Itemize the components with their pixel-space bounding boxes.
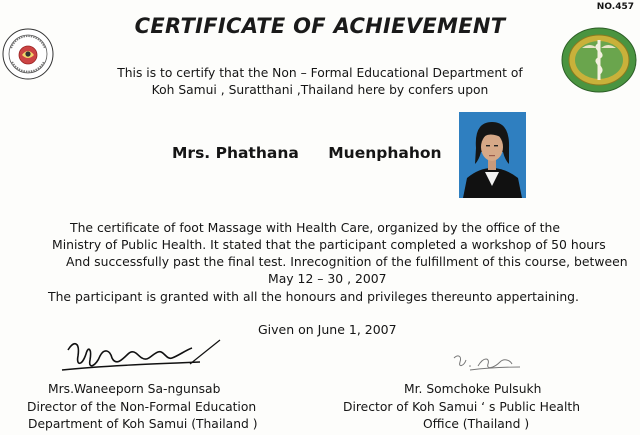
certificate-number: NO.457 — [596, 2, 634, 12]
signatory-1-name: Mrs.Waneeporn Sa-ngunsab — [48, 382, 221, 396]
body-line-3: And successfully past the final test. Inrecognition of the fulfillment of this course, between — [66, 254, 628, 269]
signatory-1-title-line-2: Department of Koh Samui (Thailand ) — [28, 417, 258, 431]
recipient-first-name: Mrs. Phathana — [172, 144, 299, 162]
recipient-name — [172, 144, 442, 162]
given-date: Given on June 1, 2007 — [258, 322, 397, 337]
recipient-portrait-photo — [459, 112, 526, 198]
signatory-2-name: Mr. Somchoke Pulsukh — [404, 382, 542, 396]
intro-line-1: This is to certify that the Non – Formal Educational Department of — [117, 66, 523, 80]
body-line-2: Ministry of Public Health. It stated that the participant completed a workshop of 50 hours — [52, 237, 606, 252]
body-line-1: The certificate of foot Massage with Health Care, organized by the office of the — [70, 220, 560, 235]
signatory-1-title-line-1: Director of the Non-Formal Education — [27, 400, 257, 414]
signature-1-handwriting — [60, 336, 228, 380]
body-line-5: The participant is granted with all the honours and privileges thereunto appertaining. — [48, 289, 579, 304]
intro-line-2: Koh Samui , Suratthani ,Thailand here by confers upon — [151, 83, 489, 97]
signatory-2-title-line-1: Director of Koh Samui ‘ s Public Health — [343, 400, 580, 414]
recipient-last-name: Muenphahon — [328, 144, 442, 162]
certificate-title: CERTIFICATE OF ACHIEVEMENT — [134, 14, 506, 38]
signatory-2-title-line-2: Office (Thailand ) — [423, 417, 530, 431]
signature-2-handwriting — [450, 352, 522, 374]
body-line-4-dates: May 12 – 30 , 2007 — [268, 271, 387, 286]
